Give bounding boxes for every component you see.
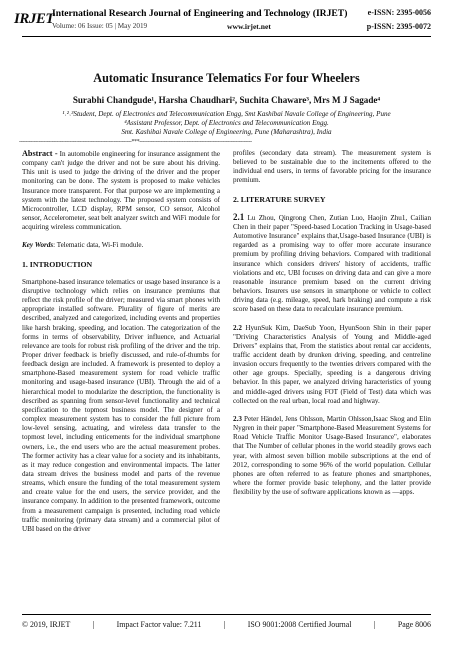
introduction-heading: 1. INTRODUCTION <box>22 259 93 269</box>
page-footer <box>22 620 431 629</box>
paper-title: Automatic Insurance Telematics For four Wheelers <box>93 71 360 85</box>
affiliation-line-3: Smt. Kashibai Navale College of Engineering, Pune (Maharashtra), India <box>121 128 332 136</box>
left-column <box>22 149 220 534</box>
paper-authors: Surabhi Chandgude¹, Harsha Chaudhari², Suchita Chaware³, Mrs M J Sagade⁴ <box>72 95 381 105</box>
right-column <box>233 149 431 534</box>
abstract-body: In automobile engineering for insurance assignment the company can't judge the driver and not be sure about his driving. This unit is used to judge the driving of the driver and the proper monitoring can be done. The system is proposed to make vehicles Insurance more transparent. For that purpose we are implementing a system with the latest technology. The proposed system consists of Microcontroller, LCD display, RPM sensor, CO sensor, Alcohol sensor, Accelerometer, seat belt analyzer switch and WiFi module for acquiring wireless communication. <box>22 150 220 232</box>
e-issn: e-ISSN: 2395-0056 <box>367 8 431 17</box>
footer-iso: ISO 9001:2008 Certified Journal <box>247 620 352 629</box>
affiliation <box>22 110 431 137</box>
reference-2-3 <box>233 415 431 497</box>
reference-2-2-body: HyunSuk Kim, DaeSub Yoon, HyunSoon Shin in their paper "Driving Characteristics Analysis of Young and Middle-aged Drivers" explains that, From the statistics about rental car accidents, traffic accident death by drunken driving, speeding, and centreline invasion occurs frequently to the twenties drivers compared with the other age groups. Specially, speeding is a dangerous driving behavior. In this paper, we analyzed driving haracteristics of young and middle-aged drivers using FOT (Field of Test) data which was collected on the real urban, local road and highway. <box>233 323 431 405</box>
paper-page <box>0 5 453 645</box>
footer-copyright: © 2019, IRJET <box>22 620 71 629</box>
footer-separator: | <box>223 620 226 629</box>
reference-2-1-body: Lu Zhou, Qingrong Chen, Zutian Luo, Haojin Zhu1, Cailian Chen in their paper "Speed-based Location Tracking in Usage-based Automotive Insurance" explains that,Usage-based Insurance (UBI) is regarded as a promising way to offer more accurate insurance premium by profiling driving behaviors. Compared with traditional insurance which considers drivers' history of accidents, traffic violations and etc, UBI focuses on driving data and can give a more reasonable insurance premium based on the current driving behaviors. Insurers use sensors in smartphone or vehicle to collect driving data (e.g. mileage, speed, hark braking) and compute a risk score based on these data to recalculate insurance premium. <box>233 213 431 314</box>
introduction-body: Smartphone-based insurance telematics or usage based insurance is a disruptive technology which relies on insurance premiums that reflect the risk profile of the driver; measured via smart phones with appropriate installed software. Plurality of figure of merits are described, analyzed and categorized, including events and properties like harsh braking, speeding, and location. The categorization of the forms in terms of observability, Driver influence, and Actuarial relevance are tools for robust risk profiling of the driver and the trip. Proper driver feedback is briefly discussed, and rule-of-thumbs for feedback design are included. A framework is presented to deploy a smartphone-Based measurement system for road vehicle traffic monitoring and usage-based insurance (UBI). Through the aid of a hierarchical model to modularize the description, the functionality is described as spanning from sensor-level functionality and technical specification to the topmost business model. The designer of a complex measurement system has to consider the full picture from low-level sensing, actuating, and wireless data transfer to the topmost level, including enticements for the individual smartphone owners, i.e., the end users who are the actual measurement probes. The former activity has a clear value for a society and its inhabitants, as it may reduce congestion and environmental impacts. The latter data stream drives the business model and parts of the revenue streams, which ensure the funding of the total measurement system and create value for the end users, the service provider, and the insurance company. In addition to the presented framework, outcome from a measurement campaign is presented, including road vehicle traffic monitoring (primary data stream) and a commercial pilot of UBI based on the driver <box>22 277 220 533</box>
journal-website-link[interactable]: www.irjet.net <box>227 22 271 31</box>
journal-title: International Research Journal of Engineering and Technology (IRJET) <box>52 8 348 19</box>
reference-2-1-number: 2.1 <box>233 211 245 222</box>
reference-2-2 <box>233 324 431 406</box>
volume-issue: Volume: 06 Issue: 05 | May 2019 <box>52 22 148 30</box>
abstract <box>22 149 220 232</box>
footer-separator: | <box>92 620 95 629</box>
keywords-heading: Key Words <box>22 241 54 250</box>
introduction-continued: profiles (secondary data stream). The measurement system is believed to be sustainable due to the incitements offered to the individual end users, in terms of favorable pricing for the insurance premium. <box>233 149 431 185</box>
keywords <box>22 241 220 250</box>
reference-2-3-body: Peter Händel, Jens Ohlsson, Martin Ohlsson,Isaac Skog and Elin Nygren in their paper "Smartphone-Based Measurement Systems for Road Vehicle Traffic Monitor Usage-Based Insurance", elaborates that The Number of cellular phones in the world steadily grows each year, with almost seven billion mobile subscriptions at the end of 2012, corresponding to some 96% of the world population. Cellular phones are often referred to as feature phones and smartphones, where the former provide basic telephony, and the latter provide flexibility by the use of software applications known as —apps. <box>233 414 431 497</box>
abstract-heading: Abstract - <box>22 149 58 158</box>
footer-page-number: Page 8006 <box>397 620 431 629</box>
keywords-body: : Telematic data, Wi-Fi module. <box>53 241 144 250</box>
footer-separator: | <box>373 620 376 629</box>
reference-2-3-number: 2.3 <box>233 414 242 423</box>
journal-header <box>14 5 431 45</box>
p-issn: p-ISSN: 2395-0072 <box>366 22 431 31</box>
footer-impact-factor: Impact Factor value: 7.211 <box>116 620 202 629</box>
reference-2-1 <box>233 213 431 315</box>
affiliation-line-2: ⁴Assistant Professor, Dept. of Electronics and Telecommunication Engg. <box>124 119 329 127</box>
footer-divider <box>22 614 431 615</box>
irjet-logo: IRJET <box>14 10 55 27</box>
section-separator: ---------------------------------------------------------------------***--------------------------------------------------------------------- <box>19 139 252 145</box>
affiliation-line-1: ¹˒²˒³Student, Dept. of Electronics and Telecommunication Engg, Smt Kashibai Navale College of Engineering, Pune <box>62 110 391 118</box>
body-columns <box>22 149 431 534</box>
literature-survey-heading: 2. LITERATURE SURVEY <box>233 194 326 204</box>
reference-2-2-number: 2.2 <box>233 323 242 332</box>
header-divider <box>22 36 431 37</box>
